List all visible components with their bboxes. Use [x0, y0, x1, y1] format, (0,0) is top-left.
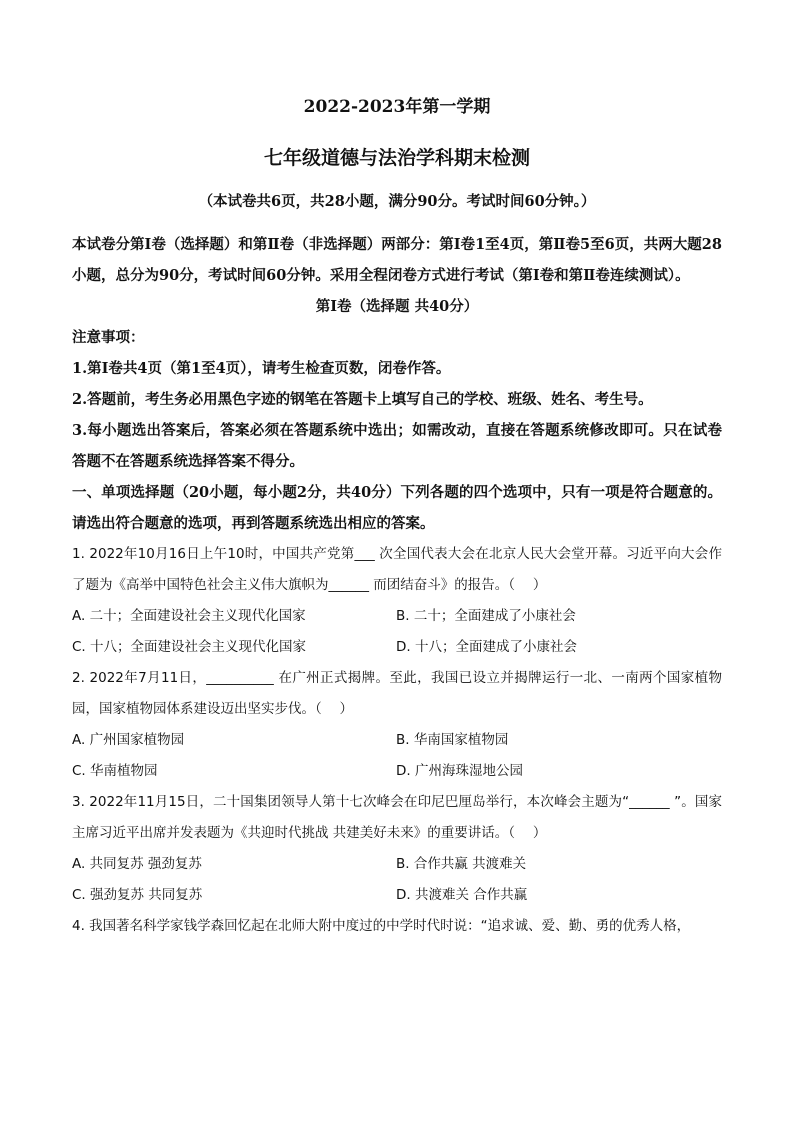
option-d: D. 十八；全面建成了小康社会	[396, 639, 577, 655]
option-list	[72, 601, 722, 663]
option-b: B. 合作共赢 共渡难关	[396, 856, 527, 872]
exam-subtitle: （本试卷共6页，共28小题，满分90分。考试时间60分钟。）	[198, 193, 596, 210]
term-title: 2022-2023年第一学期	[303, 97, 491, 117]
option-a: A. 二十；全面建设社会主义现代化国家	[72, 608, 306, 624]
option-a: A. 广州国家植物园	[72, 732, 185, 748]
option-a: A. 共同复苏 强劲复苏	[72, 856, 202, 872]
option-c: C. 十八；全面建设社会主义现代化国家	[72, 639, 307, 655]
option-c: C. 强劲复苏 共同复苏	[72, 887, 203, 903]
question-stem: 3. 2022年11月15日，二十国集团领导人第十七次峰会在印尼巴厘岛举行，本次峰会主题为“______ ”。国家主席习近平出席并发表题为《共迎时代挑战 共建美好未来》的重要讲话。（ ）	[72, 794, 722, 841]
note-item-1: 1.第Ⅰ卷共4页（第1至4页），请考生检查页数，闭卷作答。	[72, 360, 451, 377]
question-2	[72, 663, 722, 787]
question-stem: 1. 2022年10月16日上午10时，中国共产党第___ 次全国代表大会在北京人民大会堂开幕。习近平向大会作了题为《高举中国特色社会主义伟大旗帜为______ 而团结奋斗》的报告。（ ）	[72, 546, 722, 593]
intro-paragraph: 本试卷分第Ⅰ卷（选择题）和第Ⅱ卷（非选择题）两部分：第Ⅰ卷1至4页，第Ⅱ卷5至6页，共两大题28 小题，总分为90分，考试时间60分钟。采用全程闭卷方式进行考试（第Ⅰ卷和第Ⅱ卷连续测试）。	[72, 236, 722, 284]
note-item-3: 3.每小题选出答案后，答案必须在答题系统中选出；如需改动，直接在答题系统修改即可。只在试卷答题不在答题系统选择答案不得分。	[72, 422, 722, 470]
question-stem: 4. 我国著名科学家钱学森回忆起在北师大附中度过的中学时代时说：“追求诚、爱、勤、勇的优秀人格，	[72, 918, 691, 934]
question-4	[72, 911, 722, 942]
option-b: B. 二十；全面建成了小康社会	[396, 608, 576, 624]
part-one-instructions: 一、单项选择题（20小题，每小题2分，共40分）下列各题的四个选项中，只有一项是符合题意的。请选出符合题意的选项，再到答题系统选出相应的答案。	[72, 484, 722, 532]
exam-title: 七年级道德与法治学科期末检测	[263, 147, 530, 169]
question-1	[72, 539, 722, 663]
notes-heading: 注意事项：	[72, 329, 145, 346]
option-d: D. 共渡难关 合作共赢	[396, 887, 528, 903]
option-c: C. 华南植物园	[72, 763, 158, 779]
option-d: D. 广州海珠湿地公园	[396, 763, 523, 779]
option-b: B. 华南国家植物园	[396, 732, 509, 748]
option-list	[72, 849, 722, 911]
option-list	[72, 725, 722, 787]
question-3	[72, 787, 722, 911]
section-title: 第Ⅰ卷（选择题 共40分）	[315, 298, 479, 315]
question-stem: 2. 2022年7月11日，__________ 在广州正式揭牌。至此，我国已设立并揭牌运行一北、一南两个国家植物园，国家植物园体系建设迈出坚实步伐。（ ）	[72, 670, 722, 717]
note-item-2: 2.答题前，考生务必用黑色字迹的钢笔在答题卡上填写自己的学校、班级、姓名、考生号。	[72, 391, 653, 408]
